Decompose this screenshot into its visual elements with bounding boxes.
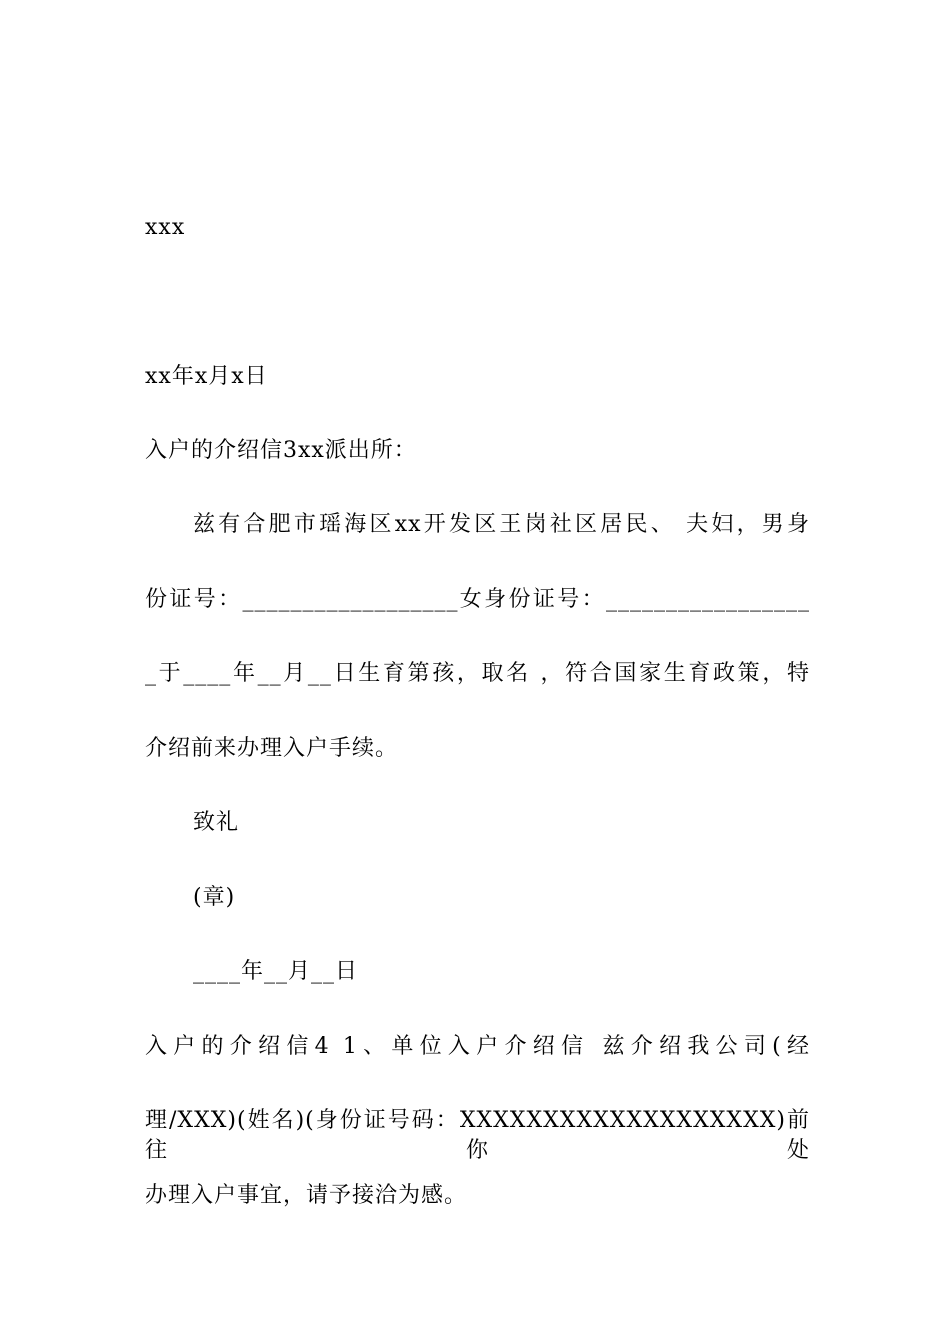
letter3-body-line-3: _于____年__月__日生育第孩，取名 ，符合国家生育政策，特 bbox=[145, 661, 810, 686]
letter3-body-line-1: 兹有合肥市瑶海区xx开发区王岗社区居民、 夫妇，男身 bbox=[193, 512, 810, 537]
letter3-closing: 致礼 bbox=[193, 810, 240, 835]
letter4-line-2: 理/XXX)(姓名)(身份证号码：XXXXXXXXXXXXXXXXXXX)前往你处 bbox=[145, 1108, 810, 1163]
letter3-body-line-4: 介绍前来办理入户手续。 bbox=[145, 736, 399, 761]
letter3-body-line-2: 份证号：__________________女身份证号：_________________ bbox=[145, 587, 810, 612]
letter4-line-1: 入户的介绍信4 1、单位入户介绍信 兹介绍我公司(经 bbox=[145, 1034, 810, 1059]
signature-text: xxx bbox=[145, 215, 186, 240]
letter4-line-3: 办理入户事宜，请予接洽为感。 bbox=[145, 1183, 468, 1208]
letter3-heading: 入户的介绍信3xx派出所： bbox=[145, 438, 417, 463]
letter3-seal: (章) bbox=[193, 885, 236, 910]
letter3-date-blank: ____年__月__日 bbox=[193, 959, 359, 984]
date-text: xx年x月x日 bbox=[145, 364, 268, 389]
